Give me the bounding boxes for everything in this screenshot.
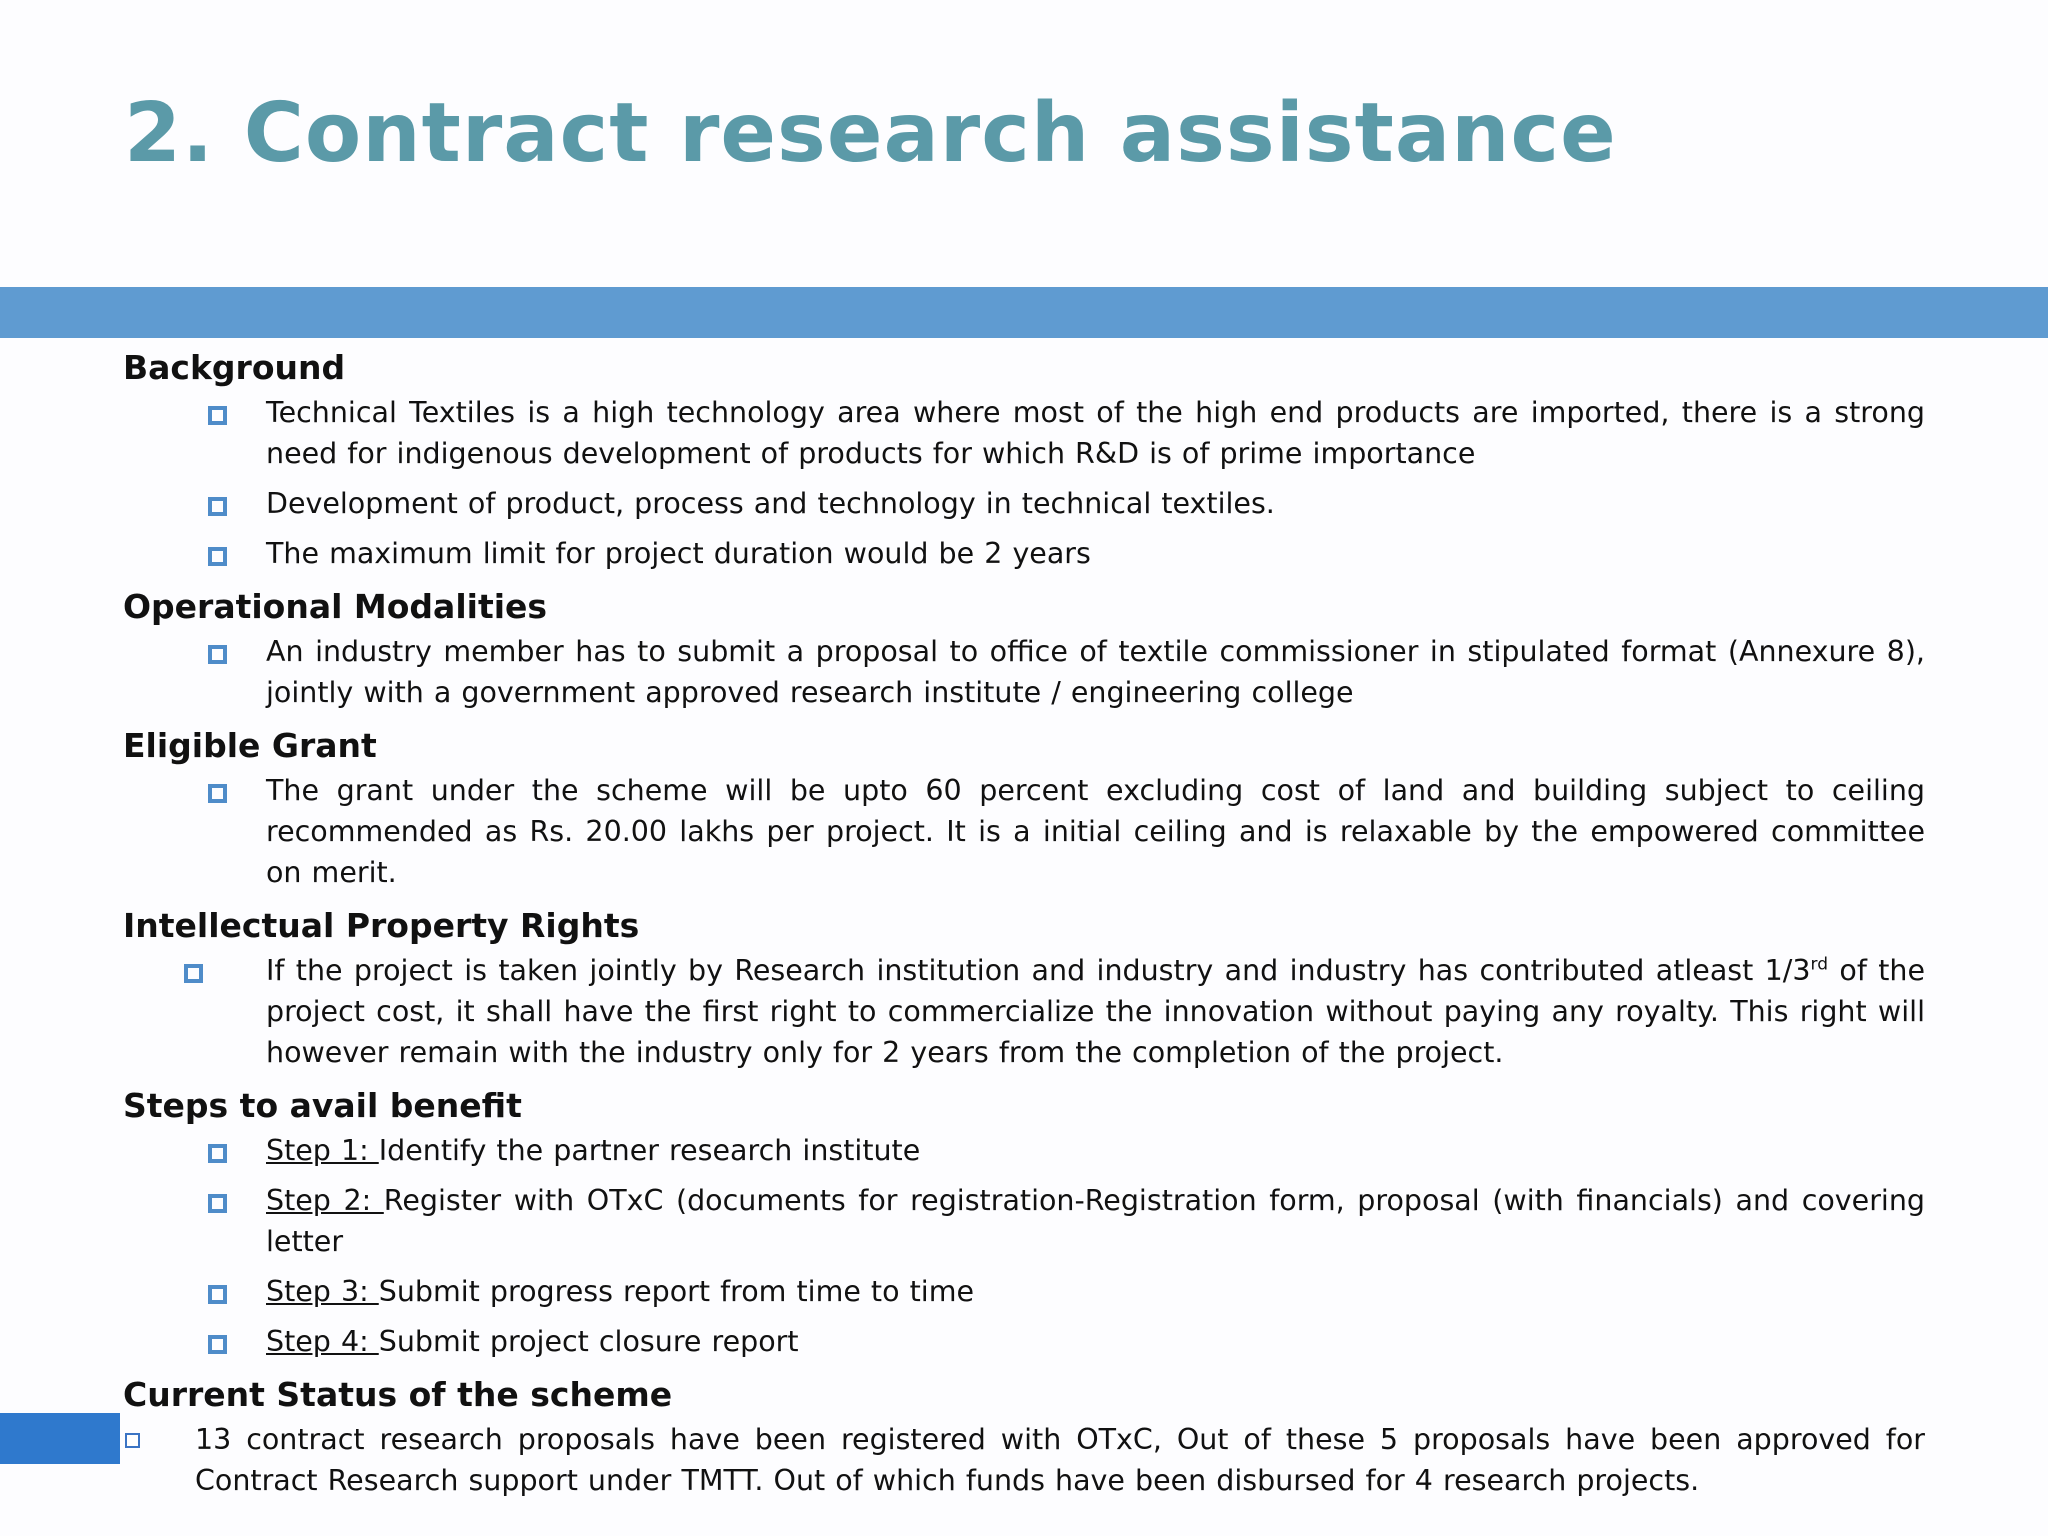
square-bullet-icon: [208, 1194, 227, 1213]
step-label: Step 2:: [266, 1184, 384, 1217]
section-heading: Steps to avail benefit: [123, 1086, 522, 1125]
step-label: Step 4:: [266, 1325, 379, 1358]
slide-title: 2. Contract research assistance: [124, 86, 1617, 181]
corner-accent-bar: [0, 1413, 120, 1464]
step-text: Identify the partner research institute: [378, 1134, 921, 1167]
bullet-list: [123, 950, 1925, 1073]
square-bullet-icon: [208, 1285, 227, 1304]
list-item: [123, 392, 1925, 474]
item-text: The maximum limit for project duration would be 2 years: [266, 537, 1091, 570]
step-item: [123, 1180, 1925, 1262]
section-steps: [123, 1082, 1925, 1362]
square-bullet-icon: [208, 784, 227, 803]
section-heading: Background: [123, 348, 346, 387]
step-text: Submit progress report from time to time: [378, 1275, 974, 1308]
section-current-status: [123, 1371, 1925, 1501]
square-bullet-icon: [184, 964, 203, 983]
step-item: [123, 1130, 1925, 1171]
bullet-list: [123, 770, 1925, 893]
section-background: [123, 344, 1925, 574]
section-heading: Intellectual Property Rights: [123, 906, 640, 945]
list-item: [123, 1419, 1925, 1501]
section-operational-modalities: [123, 583, 1925, 713]
bullet-list: [123, 1130, 1925, 1362]
step-label: Step 1:: [266, 1134, 379, 1167]
square-bullet-icon: [208, 497, 227, 516]
bullet-list: [123, 631, 1925, 713]
list-item: [123, 770, 1925, 893]
section-heading: Eligible Grant: [123, 726, 377, 765]
square-bullet-icon: [208, 645, 227, 664]
list-item: [123, 483, 1925, 524]
item-text: The grant under the scheme will be upto 60 percent excluding cost of land and building subject to ceiling recommended as Rs. 20.00 lakhs per project. It is a initial ceiling and is relaxable by the empowered committee on merit.: [266, 774, 1925, 889]
step-label: Step 3:: [266, 1275, 379, 1308]
section-eligible-grant: [123, 722, 1925, 893]
step-item: [123, 1321, 1925, 1362]
item-text: Technical Textiles is a high technology area where most of the high end products are imported, there is a strong need for indigenous development of products for which R&D is of prime importance: [266, 396, 1925, 470]
bullet-list: [123, 392, 1925, 574]
step-text: Submit project closure report: [378, 1325, 799, 1358]
section-heading: Current Status of the scheme: [123, 1375, 673, 1414]
list-item: [123, 950, 1925, 1073]
list-item: [123, 631, 1925, 713]
square-bullet-icon: [208, 1144, 227, 1163]
item-text: of the project cost, it shall have the first right to commercialize the innovation without paying any royalty. This right will however remain with the industry only for 2 years from the completion of the project.: [266, 954, 1925, 1069]
square-bullet-icon: [208, 547, 227, 566]
step-text: Register with OTxC (documents for registration-Registration form, proposal (with financials) and covering letter: [266, 1184, 1925, 1258]
list-item: [123, 533, 1925, 574]
slide-content: [123, 344, 1925, 1510]
step-item: [123, 1271, 1925, 1312]
bullet-list: [123, 1419, 1925, 1501]
item-text: Development of product, process and technology in technical textiles.: [266, 487, 1275, 520]
item-text: An industry member has to submit a proposal to office of textile commissioner in stipulated format (Annexure 8), jointly with a government approved research institute / engineering college: [266, 635, 1925, 709]
section-ipr: [123, 902, 1925, 1073]
square-bullet-icon: [208, 1335, 227, 1354]
ordinal-superscript: rd: [1810, 954, 1829, 975]
square-bullet-icon: [125, 1433, 140, 1448]
item-text: 13 contract research proposals have been registered with OTxC, Out of these 5 proposals have been approved for Contract Research support under TMTT. Out of which funds have been disbursed for 4 research projects.: [195, 1423, 1925, 1497]
section-heading: Operational Modalities: [123, 587, 548, 626]
header-band: [0, 287, 2048, 338]
item-text: If the project is taken jointly by Research institution and industry and industry has contributed atleast 1/3: [266, 954, 1811, 987]
square-bullet-icon: [208, 406, 227, 425]
